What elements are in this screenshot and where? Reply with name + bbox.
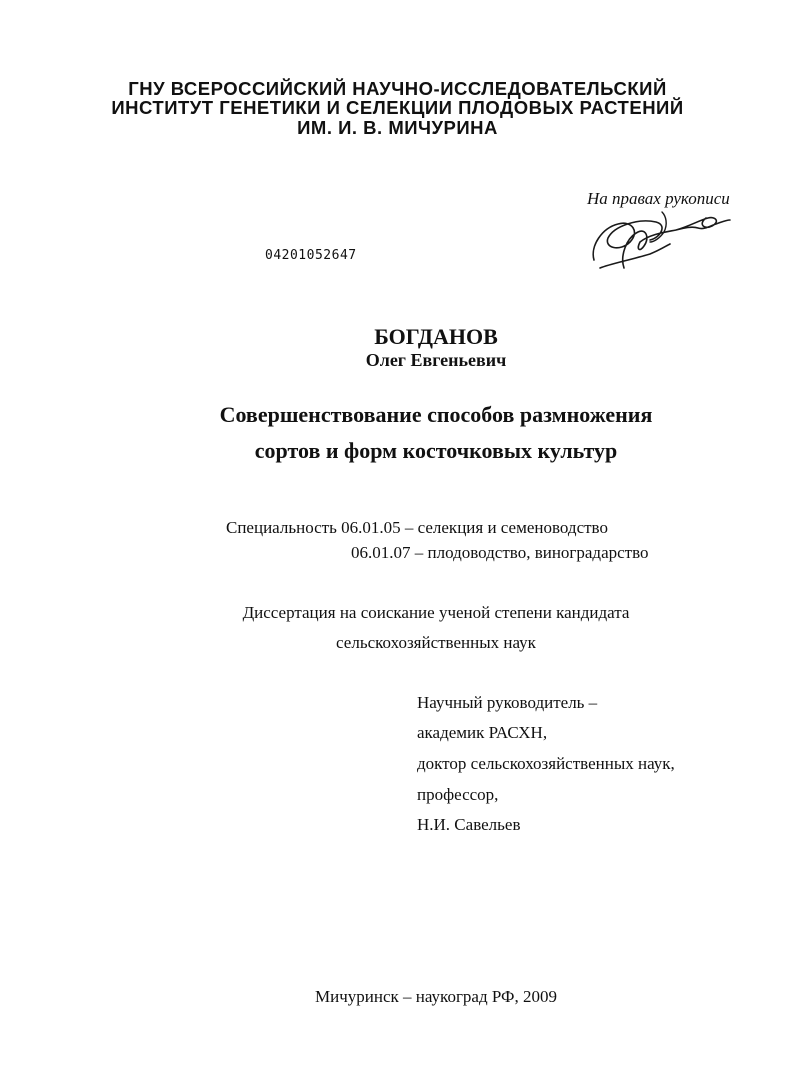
author-surname: БОГДАНОВ (374, 324, 498, 349)
thesis-title-line-2: сортов и форм косточковых культур (254, 438, 618, 463)
manuscript-note: На правах рукописи (587, 189, 730, 208)
supervisor-line-5: Н.И. Савельев (417, 815, 521, 834)
supervisor-line-3: доктор сельскохозяйственных наук, (417, 754, 675, 773)
specialty-line-1: Специальность 06.01.05 – селекция и семеноводство (226, 518, 608, 537)
thesis-title-line-1: Совершенствование способов размножения (219, 402, 653, 427)
supervisor-line-4: профессор, (417, 785, 499, 804)
degree-line-2: сельскохозяйственных наук (336, 633, 536, 652)
signature (580, 198, 740, 276)
supervisor-line-2: академик РАСХН, (417, 723, 548, 742)
document-code: 04201052647 (265, 248, 357, 263)
supervisor-line-1: Научный руководитель – (417, 693, 598, 712)
degree-line-1: Диссертация на соискание ученой степени кандидата (242, 603, 630, 622)
specialty-line-2: 06.01.07 – плодоводство, виноградарство (351, 543, 649, 562)
org-line-2: ИНСТИТУТ ГЕНЕТИКИ И СЕЛЕКЦИИ ПЛОДОВЫХ РАСТЕНИЙ (111, 97, 684, 118)
org-line-3: ИМ. И. В. МИЧУРИНА (297, 117, 498, 138)
footer-city-year: Мичуринск – наукоград РФ, 2009 (315, 987, 557, 1006)
org-line-1: ГНУ ВСЕРОССИЙСКИЙ НАУЧНО-ИССЛЕДОВАТЕЛЬСКИЙ (128, 78, 667, 99)
author-name: Олег Евгеньевич (365, 350, 507, 370)
